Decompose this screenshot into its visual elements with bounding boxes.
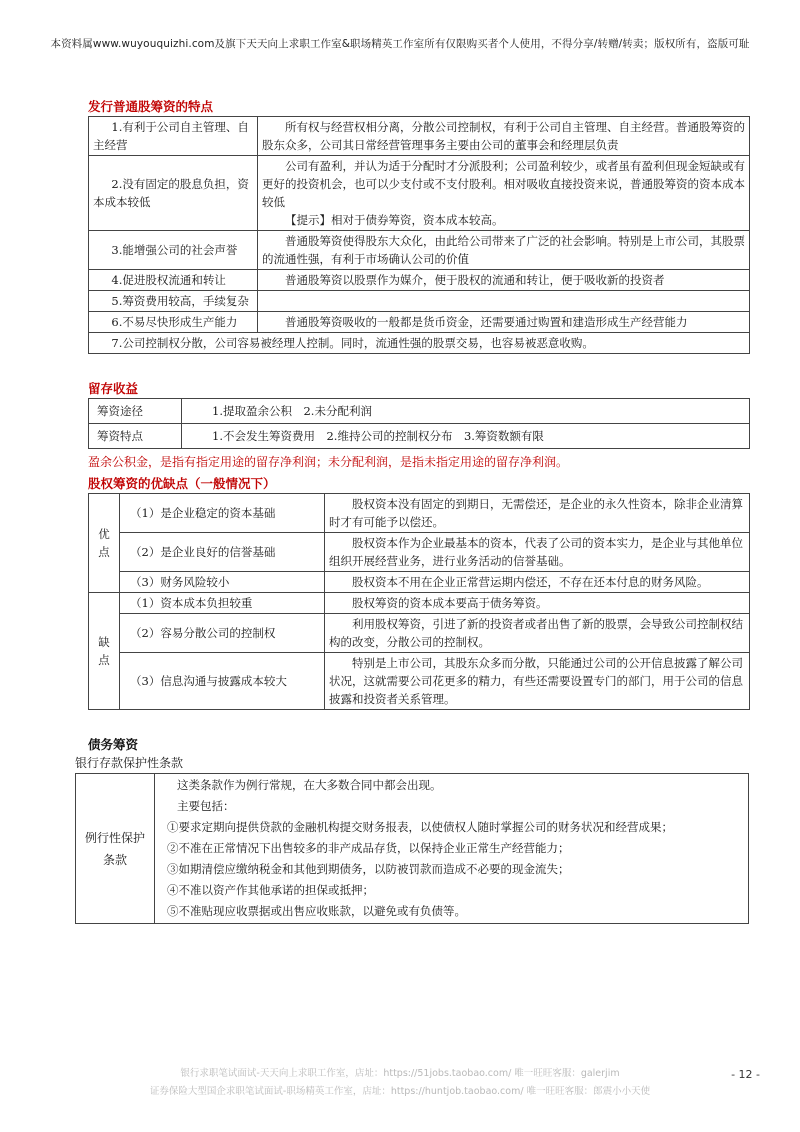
value-cell: 1.不会发生筹资费用 2.维持公司的控制权分布 3.筹资数额有限 [182,424,750,449]
covenants-table [75,773,749,924]
advantage-label: 优点 [89,494,120,593]
table-row [89,312,750,333]
table-row [89,291,750,312]
desc-cell: 股权筹资的资本成本要高于债务筹资。 [325,593,750,614]
desc-cell: 股权资本作为企业最基本的资本，代表了公司的资本实力，是企业与其他单位组织开展经营业务，进行业务活动的信誉基础。 [325,533,750,572]
table-row [89,494,750,533]
section-title-equity-pros-cons: 股权筹资的优缺点（一般情况下） [88,476,276,491]
section-title-retained-earnings: 留存收益 [88,381,139,396]
table-row [89,399,750,424]
desc-text: 公司有盈利，并认为适于分配时才分派股利；公司盈利较少，或者虽有盈利但现金短缺或有更好的投资机会，也可以少支付或不支付股利。相对吸收直接投资来说，普通股筹资的资本成本较低 [262,159,745,209]
feature-cell: 3.能增强公司的社会声誉 [89,231,258,270]
item-cell: （2）是企业良好的信誉基础 [120,533,325,572]
table-row [89,333,750,354]
section-title-common-stock: 发行普通股筹资的特点 [88,99,214,114]
feature-cell: 6.不易尽快形成生产能力 [89,312,258,333]
body-cell [155,774,749,924]
item-cell: （2）容易分散公司的控制权 [120,614,325,653]
desc-cell: 普通股筹资以股票作为媒介，便于股权的流通和转让，便于吸收新的投资者 [258,270,750,291]
table-row [89,572,750,593]
list-item: ④不准以资产作其他承诺的担保或抵押； [167,883,374,897]
section-title-debt-financing: 债务筹资 [88,737,139,752]
table-row [89,653,750,710]
table-row [89,117,750,156]
last-row-cell: 7.公司控制权分散，公司容易被经理人控制。同时，流通性强的股票交易，也容易被恶意收购。 [89,333,750,354]
label-cell: 例行性保护条款 [76,774,155,924]
section-subtitle-bank-covenants: 银行存款保护性条款 [75,756,184,770]
table-row [89,533,750,572]
table-row [89,614,750,653]
list-item: ⑤不准贴现应收票据或出售应收账款，以避免或有负债等。 [167,904,466,918]
item-cell: （1）是企业稳定的资本基础 [120,494,325,533]
common-stock-features-table [88,116,750,354]
feature-cell: 2.没有固定的股息负担，资本成本较低 [89,156,258,231]
page-header: 本资料属www.wuyouquizhi.com及旗下天天向上求职工作室&职场精英工作室所有仅限购买者个人使用，不得分享/转赠/转卖；版权所有，盗版可耻 [50,38,750,50]
page-footer [0,1065,800,1101]
label-cell: 筹资特点 [89,424,182,449]
feature-cell: 4.促进股权流通和转让 [89,270,258,291]
feature-cell: 5.筹资费用较高，手续复杂 [89,291,258,312]
page-number: - 12 - [731,1068,760,1081]
label-cell: 筹资途径 [89,399,182,424]
footer-line-2: 证券保险大型国企求职笔试面试-职场精英工作室，店址：https://huntjob.taobao.com/ 唯一旺旺客服：郎震小小天使 [149,1086,651,1097]
desc-cell: 股权资本没有固定的到期日，无需偿还，是企业的永久性资本，除非企业清算时才有可能予以偿还。 [325,494,750,533]
footer-line-1: 银行求职笔试面试-天天向上求职工作室，店址：https://51jobs.taobao.com/ 唯一旺旺客服：galerjim [180,1068,620,1079]
desc-cell: 普通股筹资吸收的一般都是货币资金，还需要通过购置和建造形成生产经营能力 [258,312,750,333]
table-row [89,593,750,614]
table-row [89,231,750,270]
table-row [89,424,750,449]
desc-cell: 所有权与经营权相分离，分散公司控制权，有利于公司自主管理、自主经营。普通股筹资的股东众多，公司其日常经营管理事务主要由公司的董事会和经理层负责 [258,117,750,156]
item-cell: （1）资本成本负担较重 [120,593,325,614]
tip-text: 【提示】相对于债券筹资，资本成本较高。 [285,213,504,227]
table-row [89,270,750,291]
disadvantage-label: 缺点 [89,593,120,710]
equity-pros-cons-table [88,493,750,710]
list-item: ①要求定期向提供贷款的金融机构提交财务报表，以使债权人随时掌握公司的财务状况和经营成果； [167,820,673,834]
desc-cell: 股权资本不用在企业正常营运期内偿还，不存在还本付息的财务风险。 [325,572,750,593]
item-cell: （3）信息沟通与披露成本较大 [120,653,325,710]
list-item: ②不准在正常情况下出售较多的非产成品存货，以保持企业正常生产经营能力； [167,841,570,855]
intro-text: 这类条款作为例行常规，在大多数合同中都会出现。 [177,778,442,792]
table-row [89,156,750,231]
desc-cell [258,291,750,312]
desc-cell: 利用股权筹资，引进了新的投资者或者出售了新的股票，会导致公司控制权结构的改变，分散公司的控制权。 [325,614,750,653]
feature-cell: 1.有利于公司自主管理、自主经营 [89,117,258,156]
main-label: 主要包括： [177,799,235,813]
desc-cell [258,156,750,231]
value-cell: 1.提取盈余公积 2.未分配利润 [182,399,750,424]
list-item: ③如期清偿应缴纳税金和其他到期债务，以防被罚款而造成不必要的现金流失； [167,862,570,876]
desc-cell: 特别是上市公司，其股东众多而分散，只能通过公司的公开信息披露了解公司状况，这就需要公司花更多的精力，有些还需要设置专门的部门，用于公司的信息披露和投资者关系管理。 [325,653,750,710]
table-row [76,774,749,924]
retained-earnings-table [88,398,750,449]
item-cell: （3）财务风险较小 [120,572,325,593]
retained-earnings-note: 盈余公积金，是指有指定用途的留存净利润；未分配利润，是指未指定用途的留存净利润。 [88,455,569,469]
desc-cell: 普通股筹资使得股东大众化，由此给公司带来了广泛的社会影响。特别是上市公司，其股票的流通性强，有利于市场确认公司的价值 [258,231,750,270]
